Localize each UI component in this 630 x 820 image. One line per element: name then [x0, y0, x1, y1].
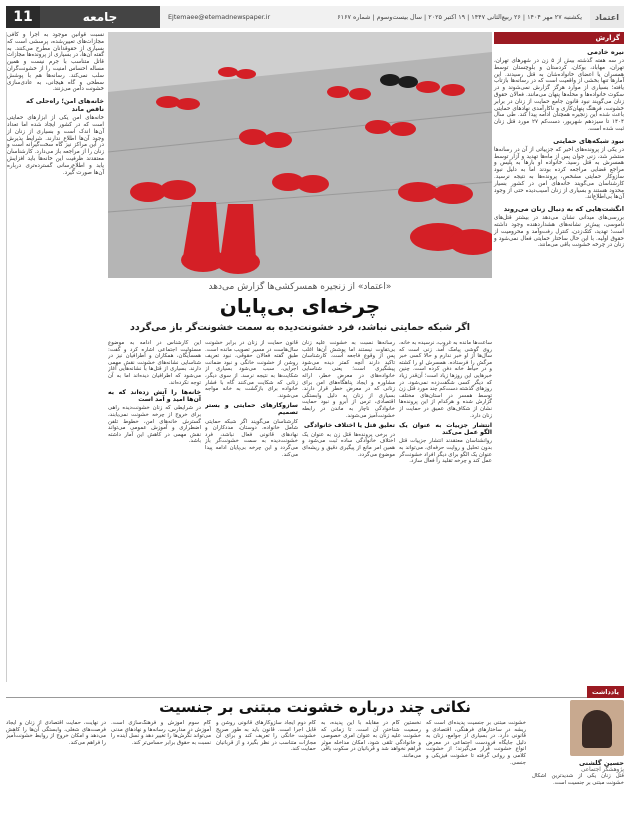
report-kicker: گزارش — [494, 32, 624, 44]
right-column — [494, 32, 624, 682]
body-text: در برخی پرونده‌ها قتل زن به عنوان یک اختلاف خانوادگی ساده ثبت می‌شود و همین امر مانع از پیگیری دقیق و ریشه‌ای موضوع می‌گردد. — [302, 431, 395, 458]
divider — [6, 686, 587, 698]
subheading-support-networks: نبود شبکه‌های حمایتی — [553, 136, 624, 145]
body-column — [302, 340, 395, 680]
opinion-tag: یادداشت — [587, 686, 624, 698]
section-email[interactable]: Ejtemaee@etemadnewspaper.ir — [168, 13, 271, 21]
opinion-column: در نهایت، حمایت اقتصادی از زنان و ایجاد فرصت‌های شغلی، وابستگی آن‌ها را کاهش می‌دهد و امکان خروج از روابط خشونت‌آمیز را فراهم می‌کند. — [6, 720, 106, 746]
left-text: نسبت قوانین موجود به اجرا و کافی مجازات‌های تعیین‌شده، پرسشی است که بسیاری از حقوقدانان مطرح می‌کنند. به گفته آن‌ها، در بسیاری از پرونده‌ها مجازات قاتل متناسب با جرم نیست و همین مساله احساس امنیت را از خشونت‌گران سلب نمی‌کند. رسانه‌ها هم با پوشش سطحی و گاه هیجانی، به عادی‌سازی خشونت دامن می‌زنند. — [7, 32, 104, 93]
author-name: حسین گلشنی — [579, 759, 624, 767]
body-column — [399, 340, 492, 680]
section-label: جامعه — [40, 6, 160, 28]
headline-subtitle: اگر شبکه حمایتی نباشد، فرد خشونت‌دیده به سمت خشونت‌گر باز می‌گردد — [129, 322, 471, 333]
author-photo — [570, 700, 624, 756]
date-line: یکشنبه ۲۷ مهر ۱۴۰۴ | ۲۶ ربیع‌الثانی ۱۴۴۷ | ۱۹ اکتبر ۲۰۲۵ | سال بیست‌وسوم | شماره ۶۱۶۷ — [337, 13, 582, 21]
subheading-fingers: انگشت‌هایی که به دنبال زنان می‌روند — [503, 205, 624, 214]
lead-photo — [108, 32, 492, 278]
page-number: 11 — [6, 6, 40, 28]
fingers-text: بررسی‌های میدانی نشان می‌دهد در بیشتر قتل‌های ناموسی، پیش‌تر نشانه‌های هشداردهنده وجود داشته است؛ تهدید، کتک‌زدن، کنترل رفت‌وآمد و محرومیت از حقوق اولیه. با این حال ساختار حمایتی فعال نمی‌شود و زنان در چرخه خشونت باقی می‌مانند. — [494, 215, 624, 249]
author-box — [532, 700, 624, 814]
headline-title: چرخه‌ای بی‌پایان — [219, 294, 381, 318]
body-text: این کارشناس در ادامه به موضوع مسئولیت اجتماعی اشاره کرد و گفت: همسایگان، همکاران و اطرافیان نیز در شناسایی نشانه‌های خشونت نقش مهمی دارند. بسیاری از قتل‌ها با نشانه‌هایی آغاز می‌شود که اطرافیان دیده‌اند اما به آن توجه نکرده‌اند. — [108, 340, 201, 386]
newspaper-logo: اعتماد — [590, 6, 624, 28]
body-text: کارشناسان می‌گویند اگر شبکه حمایتی شامل خانواده، دوستان، مددکاران و نهادهای قانونی فعال نباشد، فرد خشونت‌دیده به سمت خشونت‌گر باز می‌گردد و این چرخه بی‌پایان ادامه پیدا می‌کند. — [205, 418, 298, 458]
red-shoes-illustration — [108, 32, 492, 278]
body-subheading: انتشار جزییات به عنوان یک الگو عمل می‌کند — [399, 422, 492, 436]
opinion-column: گام سوم آموزش و فرهنگ‌سازی است. آموزش در مدارس، رسانه‌ها و نهادهای مدنی می‌تواند نگرش‌ها را تغییر دهد و نسل آینده را نسبت به حقوق برابر حساس‌تر کند. — [111, 720, 211, 746]
body-text: در شرایطی که زنان خشونت‌دیده راهی برای خروج از چرخه خشونت نمی‌یابند، گسترش خانه‌های امن، خطوط تلفن اضطراری و آموزش عمومی می‌تواند نقش مهمی در کاهش این آمار داشته باشد. — [108, 405, 201, 445]
opinion-column: خشونت مبتنی بر جنسیت پدیده‌ای است که ریشه در ساختارهای فرهنگی، اقتصادی و قانونی دارد. در بسیاری از جوامع، زنان به دلیل جایگاه فرودست اجتماعی در معرض انواع خشونت قرار می‌گیرند؛ از خشونت کلامی و روانی گرفته تا خشونت فیزیکی و جنسی. — [426, 720, 526, 766]
body-text: قانون حمایت از زنان در برابر خشونت سال‌هاست در مسیر تصویب مانده است. طبق گفته فعالان حقوقی، نبود تعریف روشن از خشونت خانگی و نبود ضمانت اجرایی، سبب می‌شود بسیاری از شکایت‌ها به نتیجه نرسد. از سوی دیگر، زنانی که شکایت می‌کنند گاه با فشار خانواده برای بازگشت به خانه مواجه می‌شوند. — [205, 340, 298, 399]
opinion-title: نکاتی چند درباره خشونت مبتنی بر جنسیت — [159, 698, 471, 716]
body-text: ساعت‌ها مانده به غروب، نرسیده به خانه، روی گوشی پیامک آمد. زنی است که سال‌ها از او خبر ندارم و حالا کسی خبر مرگش را فرستاده. همسرش او را کشته و در حیاط خانه دفن کرده است. چنین خبرهایی این روزها زیاد است؛ آن‌قدر زیاد که دیگر کسی شگفت‌زده نمی‌شود. در روزهای گذشته دست‌کم چند مورد قتل زن توسط همسر در استان‌های مختلف گزارش شده و هرکدام از این پرونده‌ها نشان از شکاف‌های عمیق در حمایت از زنان دارد. — [399, 340, 492, 419]
body-subheading: تعلیق قتل یا اختلاف خانوادگی — [304, 422, 395, 430]
body-subheading: سازوکارهای حمایتی و بستر تصمیم — [205, 402, 298, 416]
header-info — [160, 6, 590, 28]
article-body — [108, 340, 492, 680]
opinion-columns — [6, 720, 526, 814]
support-networks-text: در یکی از پرونده‌های اخیر که جزییاتی از آن در رسانه‌ها منتشر شد، زنی جوان پس از ماه‌ها تهدید و آزار توسط همسرش به قتل رسید. خانواده او بارها به پلیس و مراجع قضایی مراجعه کرده بودند اما به دلیل نبود سازوکار حمایتی مشخص، پرونده‌ها به نتیجه نرسید. کارشناسان می‌گویند خانه‌های امن در کشور بسیار محدود هستند و بسیاری از زنان آسیب‌دیده حتی از وجود آن‌ها بی‌اطلاع‌اند. — [494, 146, 624, 201]
headline-overline: «اعتماد» از زنجیره همسرکشی‌ها گزارش می‌دهد — [208, 282, 392, 292]
body-text: روانشناسان معتقدند انتشار جزییات قتل بدون تحلیل و روایت حرفه‌ای، می‌تواند به عنوان یک الگو برای دیگر افراد خشونت‌گر عمل کند و چرخه تقلید را فعال سازد. — [399, 438, 492, 465]
author-note: قتل زنان یکی از شدیدترین اشکال خشونت مبتنی بر جنسیت است. — [532, 773, 624, 786]
left-column — [6, 32, 104, 682]
body-column — [205, 340, 298, 680]
body-text: رسانه‌ها نسبت به خشونت علیه زنان بی‌تفاوت نیستند اما پوشش آن‌ها اغلب پس از وقوع فاجعه است. کارشناسان تاکید دارند آنچه کمتر دیده می‌شود پیشگیری است؛ یعنی شناسایی خانواده‌های در معرض خطر، ارائه مشاوره و ایجاد پناهگاه‌های امن برای زنانی که در معرض خطر قرار دارند. بسیاری از زنان به دلیل وابستگی اقتصادی، ترس از آبرو و نبود حمایت خانوادگی ناچار به ماندن در رابطه خشونت‌آمیز می‌شوند. — [302, 340, 395, 419]
opinion-separator — [6, 686, 624, 698]
left-heading: خانه‌های امن؛ راه‌حلی که ناقص ماند — [25, 97, 104, 114]
author-role: پژوهشگر اجتماعی — [581, 767, 624, 773]
page-header — [6, 6, 624, 28]
reporter-name: نیره خادمی — [587, 48, 624, 56]
opinion-column: گام دوم ایجاد سازوکارهای قانونی روشن و قابل اجرا است. قانون باید به طور صریح خشونت خانگی را تعریف کند و برای آن مجازات متناسب در نظر بگیرد و از قربانیان حمایت کند. — [216, 720, 316, 753]
left-text-2: خانه‌های امن یکی از ابزارهای حمایتی است که در کشور ایجاد شده اما تعداد آن‌ها اندک است و بسیاری از زنان از وجود آن‌ها اطلاع ندارند. شرایط پذیرش در این مراکز نیز گاه سخت‌گیرانه است و زنان را از مراجعه باز می‌دارد. کارشناسان معتقدند ظرفیت این خانه‌ها باید افزایش یابد و اطلاع‌رسانی گسترده‌تری درباره آن‌ها صورت گیرد. — [7, 115, 104, 176]
lead-text: در سه هفته گذشته بیش از ۵ زن در شهرهای تهران، تهران، مهاباد، بوکان، کردستان و بلوچستان توسط همسران یا اعضای خانواده‌شان به قتل رسیدند. این آمارها تنها بخشی از واقعیت است که در رسانه‌ها بازتاب یافته؛ بسیاری از موارد هرگز گزارش نمی‌شوند و در سکوت خانواده‌ها و محله‌ها پنهان می‌مانند. فعالان حقوق زنان می‌گویند نبود قانون جامع حمایت از زنان در برابر خشونت، فرهنگ پنهان‌کاری و ناکارآمدی نهادهای حمایتی باعث شده این زنجیره همچنان ادامه پیدا کند. طی سال ۱۴۰۴ تا سیزدهم شهریور، دست‌کم ۲۷ مورد قتل زنان ثبت شده است. — [494, 58, 625, 132]
body-subheading: خانه‌ها را آتش زده‌اند که به آن‌ها امید و آمد است — [108, 389, 201, 403]
body-column — [108, 340, 201, 680]
opinion-column: نخستین گام در مقابله با این پدیده، به رسمیت شناختن آن است. تا زمانی که خشونت علیه زنان به عنوان امری خصوصی و خانوادگی تلقی شود، امکان مداخله موثر فراهم نخواهد شد و قربانیان در سکوت باقی می‌مانند. — [321, 720, 421, 759]
